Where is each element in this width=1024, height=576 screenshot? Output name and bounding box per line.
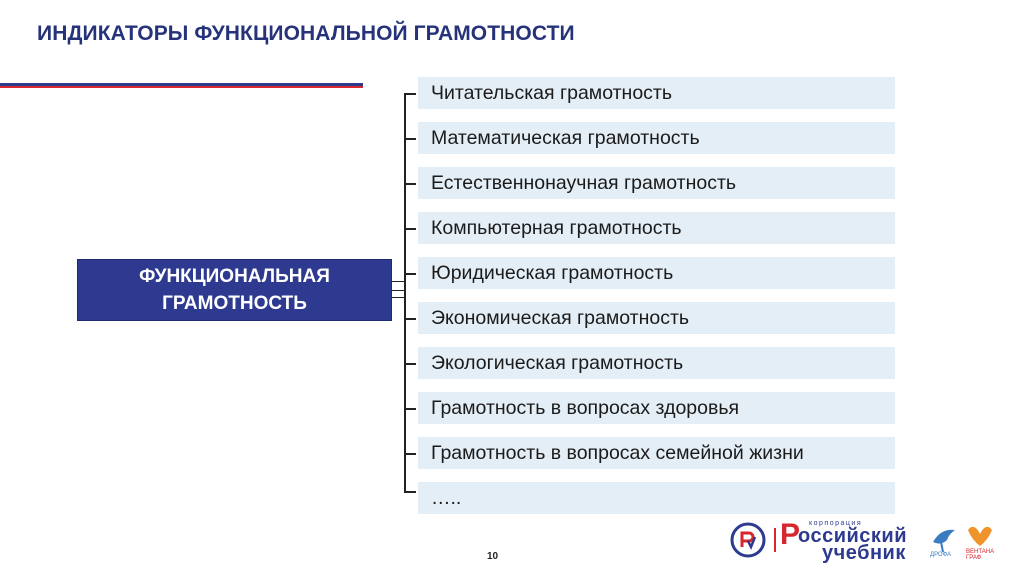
page-title: ИНДИКАТОРЫ ФУНКЦИОНАЛЬНОЙ ГРАМОТНОСТИ xyxy=(37,22,575,45)
branch-tick xyxy=(404,491,416,493)
branch-tick xyxy=(404,273,416,275)
list-item xyxy=(418,302,895,334)
tree-bracket xyxy=(404,93,406,493)
logo-word-top: оссийский xyxy=(798,525,908,547)
list-item xyxy=(418,167,895,199)
root-connector xyxy=(392,297,406,298)
logo-separator xyxy=(774,528,776,552)
logo-caption: корпорация xyxy=(809,520,863,527)
list-item-label: Грамотность в вопросах здоровья xyxy=(431,397,740,419)
list-item-label: Грамотность в вопросах семейной жизни xyxy=(431,442,804,464)
list-item-label: Естественнонаучная грамотность xyxy=(431,172,737,194)
list-item xyxy=(418,482,895,514)
drofa-caption: ДРОФА xyxy=(930,552,952,558)
title-underline xyxy=(0,83,363,88)
list-item xyxy=(418,392,895,424)
branch-tick xyxy=(404,228,416,230)
root-connector xyxy=(392,290,406,291)
branch-tick xyxy=(404,408,416,410)
page-number: 10 xyxy=(487,551,499,562)
branch-tick xyxy=(404,93,416,95)
logo-letter: Р xyxy=(780,518,801,551)
list-item xyxy=(418,437,895,469)
list-item xyxy=(418,347,895,379)
ventana-caption: ВЕНТАНА ГРАФ xyxy=(966,549,995,561)
list-item-label: Юридическая грамотность xyxy=(431,262,674,284)
list-item-label: Экологическая грамотность xyxy=(431,352,684,374)
list-item-label: Компьютерная грамотность xyxy=(431,217,682,239)
logo-word-bottom: учебник xyxy=(822,542,906,564)
list-item-label: Экономическая грамотность xyxy=(431,307,690,329)
list-item-label: Математическая грамотность xyxy=(431,127,700,149)
branch-tick xyxy=(404,363,416,365)
root-node-line2: ГРАМОТНОСТЬ xyxy=(162,293,307,314)
branch-tick xyxy=(404,453,416,455)
list-item xyxy=(418,122,895,154)
ru-logo-icon xyxy=(730,522,766,558)
list-item xyxy=(418,257,895,289)
list-item-label: Читательская грамотность xyxy=(431,82,673,104)
root-node-line1: ФУНКЦИОНАЛЬНАЯ xyxy=(139,266,330,287)
root-node xyxy=(77,259,392,321)
root-connector xyxy=(392,281,406,282)
branch-tick xyxy=(404,318,416,320)
branch-tick xyxy=(404,138,416,140)
list-item xyxy=(418,77,895,109)
list-item-label: ….. xyxy=(431,487,462,509)
list-item xyxy=(418,212,895,244)
branch-tick xyxy=(404,183,416,185)
